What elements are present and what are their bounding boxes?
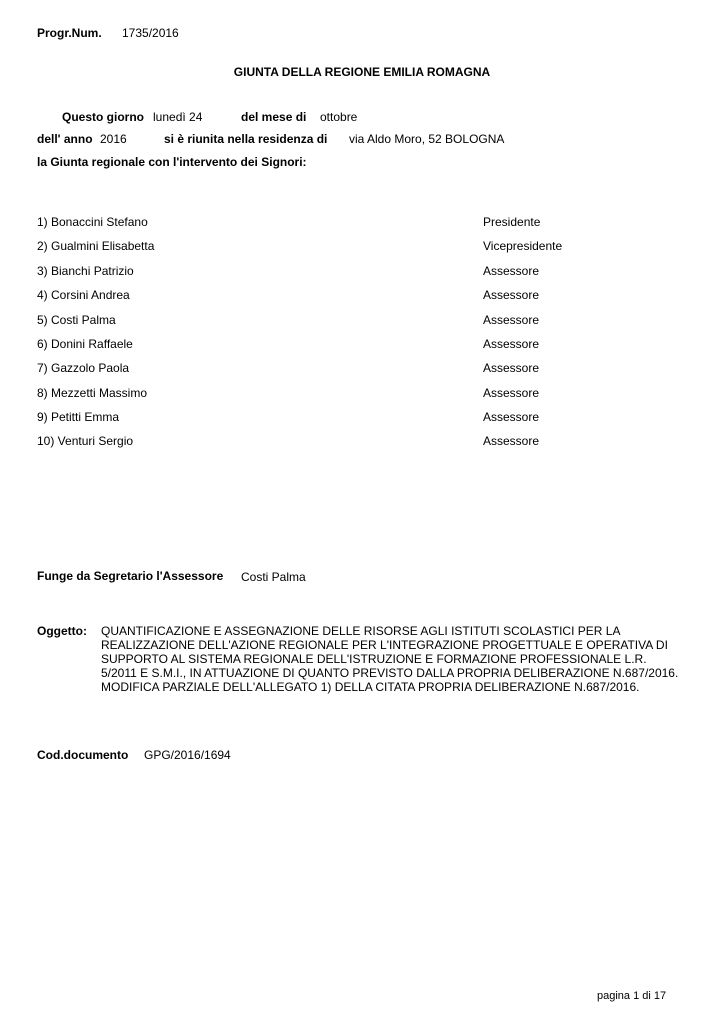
list-item [37, 386, 677, 400]
list-item [37, 239, 677, 253]
member-name: 7) Gazzolo Paola [37, 361, 130, 375]
list-item [37, 264, 677, 278]
member-role: Assessore [483, 264, 540, 278]
member-name: 9) Petitti Emma [37, 410, 120, 424]
secretary-value: Costi Palma [241, 570, 306, 584]
member-role: Assessore [483, 288, 540, 302]
year-value: 2016 [100, 132, 127, 146]
progr-num-value: 1735/2016 [122, 26, 179, 40]
member-role: Assessore [483, 337, 540, 351]
member-role: Assessore [483, 434, 540, 448]
place-value: via Aldo Moro, 52 BOLOGNA [349, 132, 505, 146]
secretary-label: Funge da Segretario l'Assessore [37, 569, 224, 583]
list-item [37, 434, 677, 448]
day-value: lunedì 24 [153, 110, 203, 124]
month-value: ottobre [320, 110, 358, 124]
member-name: 1) Bonaccini Stefano [37, 215, 148, 229]
place-label: si è riunita nella residenza di [164, 132, 328, 146]
member-role: Assessore [483, 386, 540, 400]
list-item [37, 313, 677, 327]
attendance-intro: la Giunta regionale con l'intervento dei Signori: [37, 155, 307, 169]
list-item [37, 410, 677, 424]
subject-label: Oggetto: [37, 624, 87, 638]
member-role: Assessore [483, 313, 540, 327]
subject-text: QUANTIFICAZIONE E ASSEGNAZIONE DELLE RISORSE AGLI ISTITUTI SCOLASTICI PER LA REALIZZAZIONE DELL'AZIONE REGIONALE PER L'INTEGRAZIONE PROGETTUALE E OPERATIVA DI SUPPORTO AL SISTEMA REGIONALE DELL'ISTRUZIONE E FORMAZIONE PROFESSIONALE L.R. 5/2011 E S.M.I., IN ATTUAZIONE DI QUANTO PREVISTO DALLA PROPRIA DELIBERAZIONE N.687/2016. MODIFICA PARZIALE DELL'ALLEGATO 1) DELLA CITATA PROPRIA DELIBERAZIONE N.687/2016. [101, 624, 679, 694]
list-item [37, 215, 677, 229]
doc-code-value: GPG/2016/1694 [144, 748, 231, 762]
member-role: Presidente [483, 215, 541, 229]
member-name: 10) Venturi Sergio [37, 434, 134, 448]
progr-num-label: Progr.Num. [37, 26, 102, 40]
member-role: Assessore [483, 410, 540, 424]
member-role: Vicepresidente [483, 239, 563, 253]
day-label: Questo giorno [62, 110, 144, 124]
doc-code-label: Cod.documento [37, 748, 129, 762]
list-item [37, 337, 677, 351]
member-role: Assessore [483, 361, 540, 375]
list-item [37, 288, 677, 302]
year-label: dell' anno [37, 132, 93, 146]
document-title: GIUNTA DELLA REGIONE EMILIA ROMAGNA [233, 65, 491, 79]
member-name: 5) Costi Palma [37, 313, 116, 327]
member-name: 3) Bianchi Patrizio [37, 264, 134, 278]
member-name: 6) Donini Raffaele [37, 337, 133, 351]
member-name: 2) Gualmini Elisabetta [37, 239, 155, 253]
member-name: 4) Corsini Andrea [37, 288, 130, 302]
month-label: del mese di [241, 110, 307, 124]
page-number: pagina 1 di 17 [597, 990, 667, 1002]
member-name: 8) Mezzetti Massimo [37, 386, 148, 400]
list-item [37, 361, 677, 375]
